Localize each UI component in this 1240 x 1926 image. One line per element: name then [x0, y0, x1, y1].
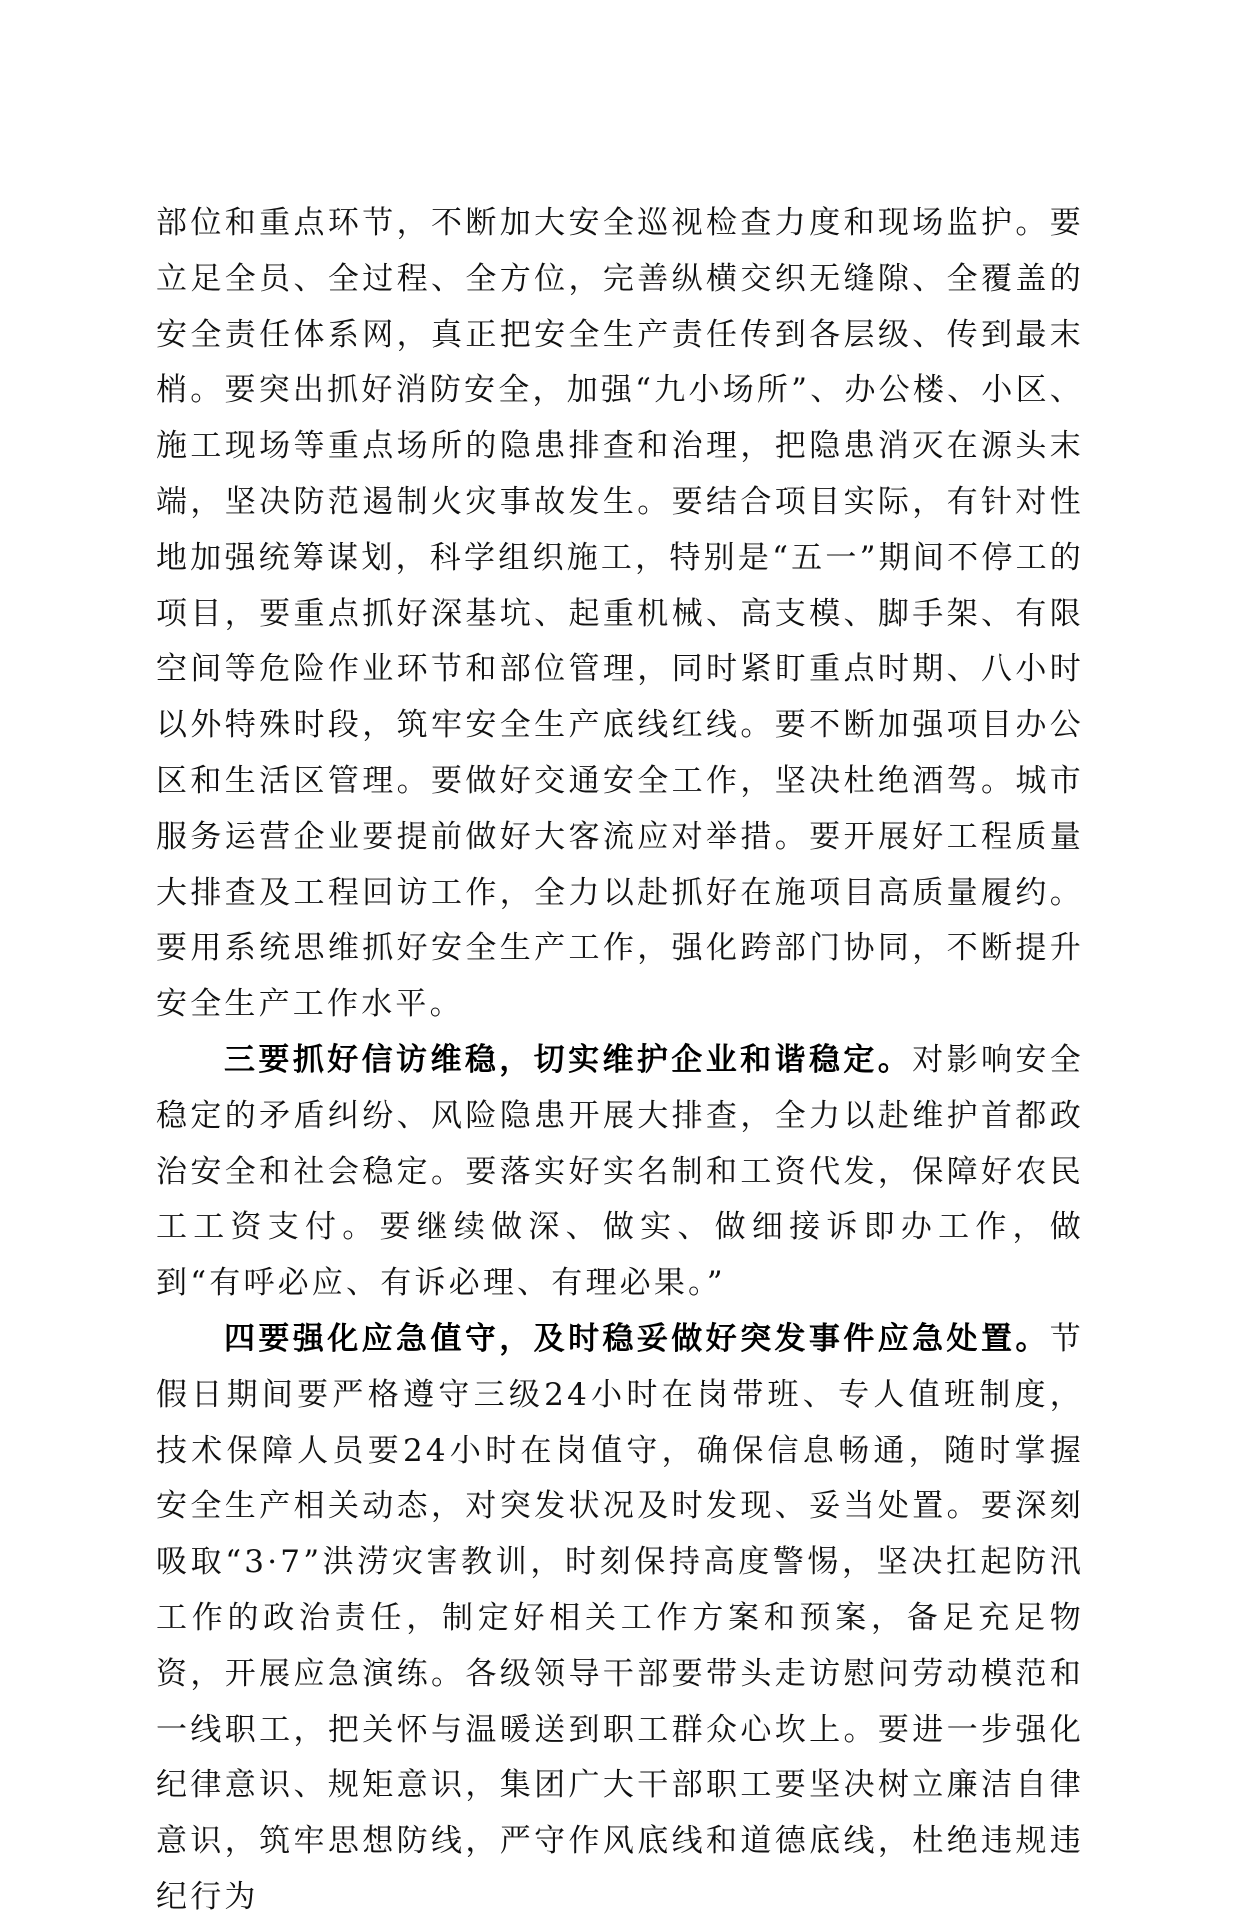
paragraph-emergency-duty — [156, 1312, 1084, 1926]
paragraph-text: 对影响安全稳定的矛盾纠纷、风险隐患开展大排查，全力以赴维护首都政治安全和社会稳定。要落实好实名制和工资代发，保障好农民工工资支付。要继续做深、做实、做细接诉即办工作，做到“有呼必应、有诉必理、有理必果。” — [156, 1041, 1085, 1302]
document-body — [156, 196, 1084, 1926]
paragraph-petition-stability — [156, 1033, 1084, 1312]
paragraph-heading: 三要抓好信访维稳，切实维护企业和谐稳定。 — [224, 1041, 913, 1078]
paragraph-heading: 四要强化应急值守，及时稳妥做好突发事件应急处置。 — [224, 1320, 1050, 1357]
paragraph-text: 节假日期间要严格遵守三级24小时在岗带班、专人值班制度，技术保障人员要24小时在岗值守，确保信息畅通，随时掌握安全生产相关动态，对突发状况及时发现、妥当处置。要深刻吸取“3·7”洪涝灾害教训，时刻保持高度警惕，坚决扛起防汛工作的政治责任，制定好相关工作方案和预案，备足充足物资，开展应急演练。各级领导干部要带头走访慰问劳动模范和一线职工，把关怀与温暖送到职工群众心坎上。要进一步强化纪律意识、规矩意识，集团广大干部职工要坚决树立廉洁自律意识，筑牢思想防线，严守作风底线和道德底线，杜绝违规违纪行为 — [156, 1320, 1084, 1915]
paragraph-continued — [156, 196, 1084, 1033]
paragraph-text: 部位和重点环节，不断加大安全巡视检查力度和现场监护。要立足全员、全过程、全方位，完善纵横交织无缝隙、全覆盖的安全责任体系网，真正把安全生产责任传到各层级、传到最末梢。要突出抓好消防安全，加强“九小场所”、办公楼、小区、施工现场等重点场所的隐患排查和治理，把隐患消灭在源头末端，坚决防范遏制火灾事故发生。要结合项目实际，有针对性地加强统筹谋划，科学组织施工，特别是“五一”期间不停工的项目，要重点抓好深基坑、起重机械、高支模、脚手架、有限空间等危险作业环节和部位管理，同时紧盯重点时期、八小时以外特殊时段，筑牢安全生产底线红线。要不断加强项目办公区和生活区管理。要做好交通安全工作，坚决杜绝酒驾。城市服务运营企业要提前做好大客流应对举措。要开展好工程质量大排查及工程回访工作，全力以赴抓好在施项目高质量履约。要用系统思维抓好安全生产工作，强化跨部门协同，不断提升安全生产工作水平。 — [156, 205, 1084, 1023]
